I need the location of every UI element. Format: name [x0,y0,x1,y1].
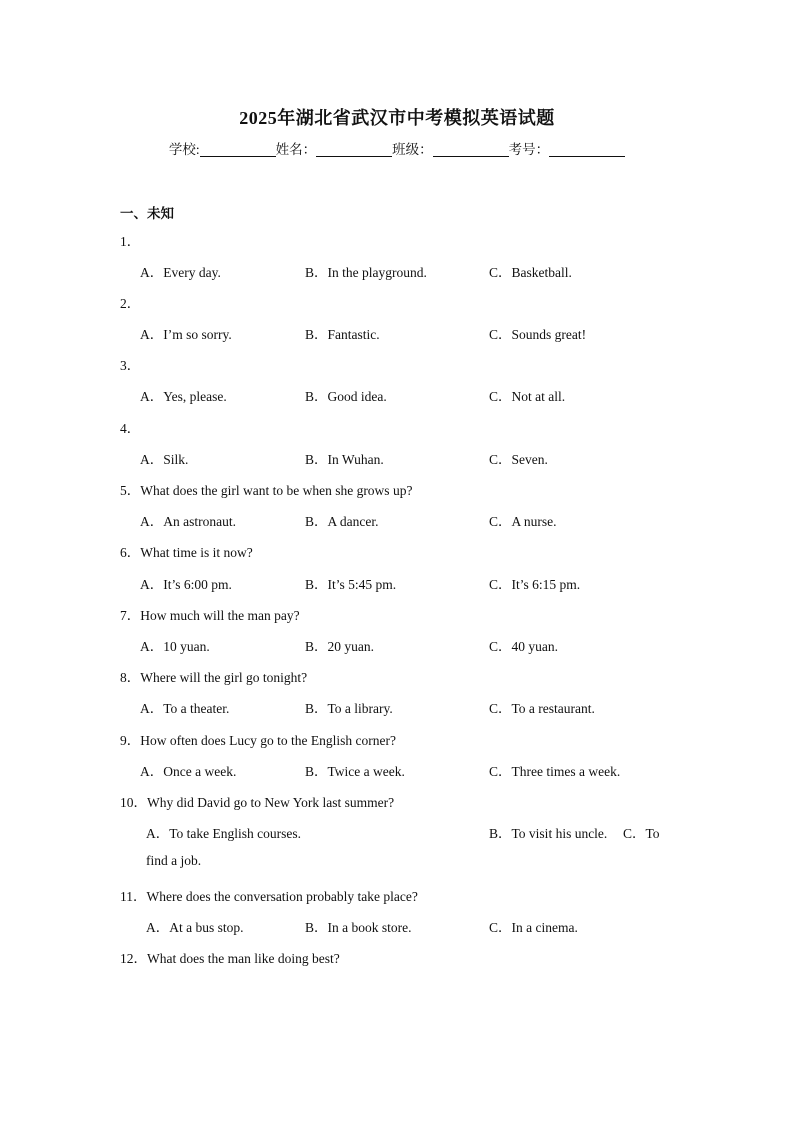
q9-option-a[interactable]: A．Once a week. [140,764,237,779]
question-4 [120,417,140,437]
name-field [276,138,393,158]
question-7 [120,604,300,624]
q6-option-a[interactable]: A．It’s 6:00 pm. [140,577,232,592]
question-number: 2． [120,296,141,311]
q2-option-c[interactable]: C．Sounds great! [489,327,587,342]
q4-option-a[interactable]: A．Silk. [140,452,189,467]
question-number: 9． [120,733,141,748]
question-number: 5． [120,483,141,498]
q11-option-a[interactable]: A．At a bus stop. [146,920,244,935]
q5-option-b[interactable]: B．A dancer. [305,514,379,529]
question-text: What does the man like doing best? [147,951,340,966]
question-10 [120,791,394,811]
q10-option-a[interactable]: A．To take English courses. [146,826,302,841]
question-number: 1． [120,234,141,249]
exam-number-blank[interactable] [549,142,625,157]
q3-option-a[interactable]: A．Yes, please. [140,389,227,404]
student-info-line [0,138,794,158]
name-label: 姓名： [275,142,317,157]
question-text: How often does Lucy go to the English corner? [140,733,396,748]
school-field [169,138,276,158]
question-11 [120,885,418,905]
question-number: 6． [120,545,141,560]
class-field [392,138,509,158]
q7-option-b[interactable]: B．20 yuan. [305,639,374,654]
question-5 [120,479,412,499]
school-blank[interactable] [200,142,276,157]
question-number: 11． [120,889,147,904]
question-6 [120,541,253,561]
section-heading: 一、未知 [120,206,174,221]
q11-option-b[interactable]: B．In a book store. [305,920,412,935]
question-text: What time is it now? [140,545,253,560]
exam-number-field [509,138,626,158]
q10-option-b[interactable]: B．To visit his uncle. [489,826,608,841]
question-number: 7． [120,608,141,623]
question-number: 10． [120,795,147,810]
q1-option-a[interactable]: A．Every day. [140,265,221,280]
q1-option-b[interactable]: B．In the playground. [305,265,427,280]
question-text: Why did David go to New York last summer? [147,795,395,810]
q8-option-a[interactable]: A．To a theater. [140,701,230,716]
q6-option-c[interactable]: C．It’s 6:15 pm. [489,577,581,592]
question-1 [120,230,140,250]
question-number: 8． [120,670,141,685]
q2-option-a[interactable]: A．I’m so sorry. [140,327,232,342]
question-9 [120,729,396,749]
question-text: What does the girl want to be when she grows up? [140,483,413,498]
q4-option-c[interactable]: C．Seven. [489,452,548,467]
q6-option-b[interactable]: B．It’s 5:45 pm. [305,577,397,592]
q10-option-c-continued[interactable]: find a job. [146,853,202,868]
q1-option-c[interactable]: C．Basketball. [489,265,572,280]
question-2 [120,292,140,312]
question-number: 12． [120,951,147,966]
question-text: Where will the girl go tonight? [140,670,308,685]
q5-option-c[interactable]: C．A nurse. [489,514,557,529]
question-number: 3． [120,358,141,373]
exam-number-label: 考号： [508,142,550,157]
class-blank[interactable] [433,142,509,157]
class-label: 班级： [392,142,433,157]
q3-option-c[interactable]: C．Not at all. [489,389,566,404]
school-label: 学校: [168,142,200,157]
q9-option-c[interactable]: C．Three times a week. [489,764,621,779]
question-8 [120,666,307,686]
q8-option-b[interactable]: B．To a library. [305,701,393,716]
q10-option-c[interactable]: C．To [623,826,660,841]
q7-option-a[interactable]: A．10 yuan. [140,639,210,654]
q2-option-b[interactable]: B．Fantastic. [305,327,380,342]
question-number: 4． [120,421,141,436]
exam-title: 2025年湖北省武汉市中考模拟英语试题 [239,108,555,128]
q4-option-b[interactable]: B．In Wuhan. [305,452,384,467]
q7-option-c[interactable]: C．40 yuan. [489,639,558,654]
q8-option-c[interactable]: C．To a restaurant. [489,701,595,716]
q11-option-c[interactable]: C．In a cinema. [489,920,578,935]
question-12 [120,947,340,967]
q3-option-b[interactable]: B．Good idea. [305,389,387,404]
question-3 [120,354,140,374]
q5-option-a[interactable]: A．An astronaut. [140,514,236,529]
question-text: How much will the man pay? [140,608,300,623]
question-text: Where does the conversation probably take place? [146,889,418,904]
q9-option-b[interactable]: B．Twice a week. [305,764,405,779]
name-blank[interactable] [316,142,392,157]
